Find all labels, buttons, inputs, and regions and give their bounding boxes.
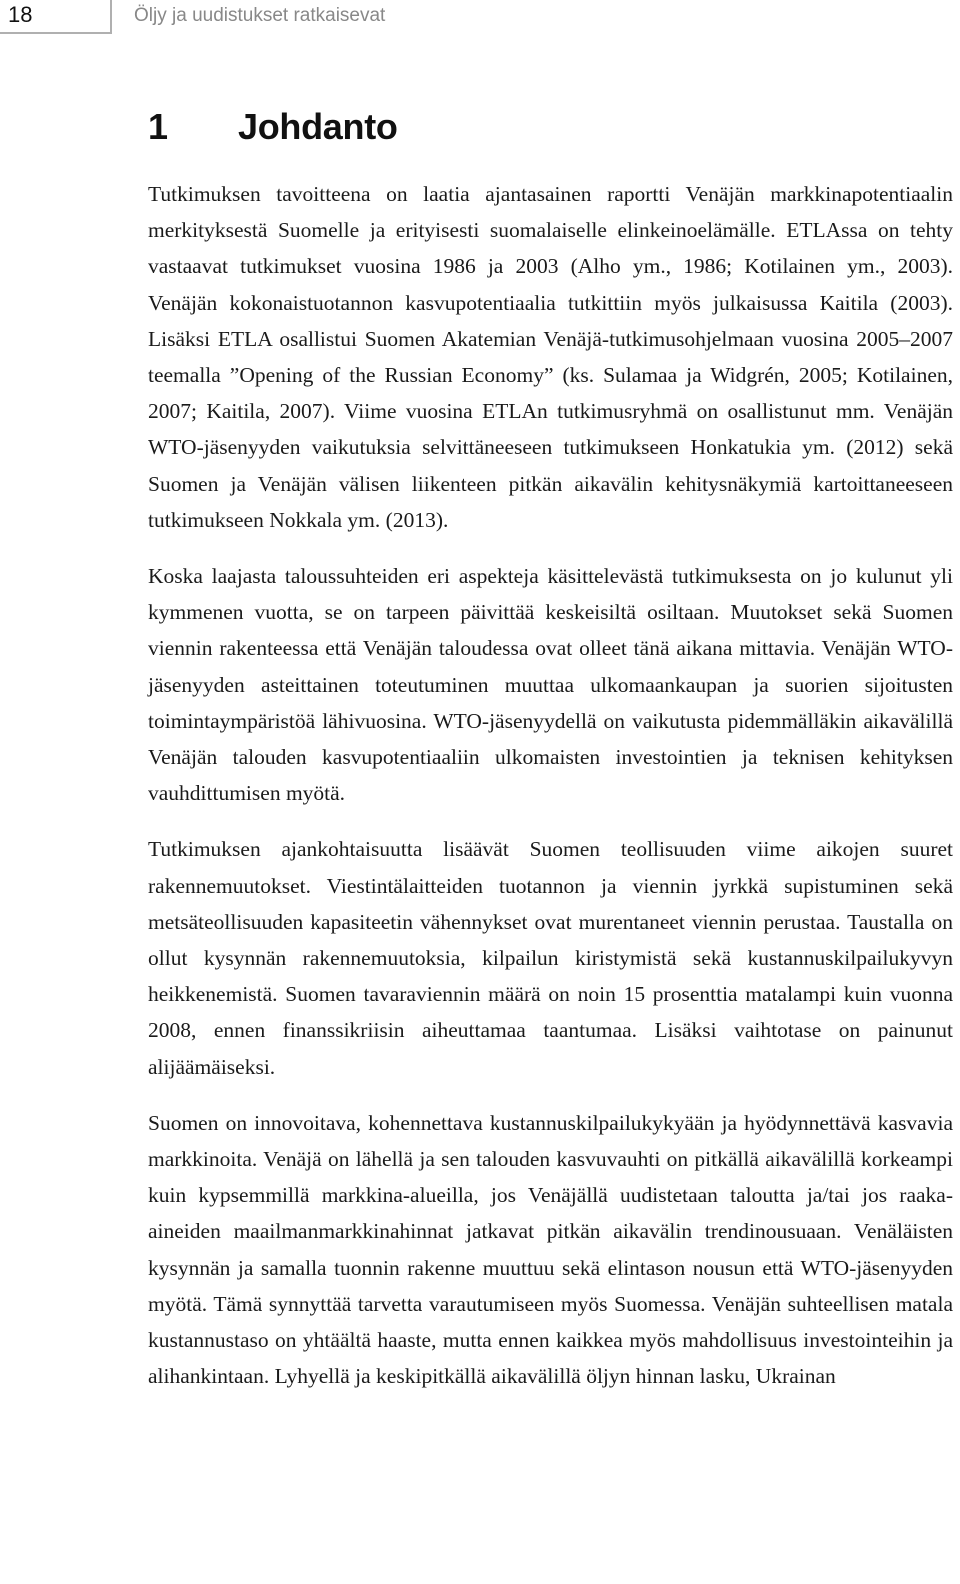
paragraph-1: Tutkimuksen tavoitteena on laatia ajantasainen raportti Venäjän markkinapotentiaalin merkityksestä Suomelle ja erityisesti suomalaiselle elinkeinoelämälle. ETLAssa on tehty vastaavat tutkimukset vuosina 1986 ja 2003 (Alho ym., 1986; Kotilainen ym., 2003). Venäjän kokonaistuotannon kasvupotentiaalia tutkittiin myös julkaisussa Kaitila (2003). Lisäksi ETLA osallistui Suomen Akatemian Venäjä-tutkimusohjelmaan vuosina 2005–2007 teemalla ”Opening of the Russian Economy” (ks. Sulamaa ja Widgrén, 2005; Kotilainen, 2007; Kaitila, 2007). Viime vuosina ETLAn tutkimusryhmä on osallistunut mm. Venäjän WTO-jäsenyyden vaikutuksia selvittäneeseen tutkimukseen Honkatukia ym. (2012) sekä Suomen ja Venäjän välisen liikenteen pitkän aikavälin kehitysnäkymiä kartoittaneeseen tutkimukseen Nokkala ym. (2013).: [148, 182, 953, 532]
paragraph-3: Tutkimuksen ajankohtaisuutta lisäävät Suomen teollisuuden viime aikojen suuret rakennemuutokset. Viestintälaitteiden tuotannon ja viennin jyrkkä supistuminen sekä metsäteollisuuden kapasiteetin vähennykset ovat murentaneet viennin perustaa. Taustalla on ollut kysynnän rakennemuutoksia, kilpailun kiristymistä sekä kustannuskilpailukyvyn heikkenemistä. Suomen tavaraviennin määrä on noin 15 prosenttia matalampi kuin vuonna 2008, ennen finanssikriisin aiheuttamaa taantumaa. Lisäksi vaihtotase on painunut alijäämäiseksi.: [148, 837, 953, 1079]
chapter-number: 1: [148, 106, 168, 147]
paragraph-2: Koska laajasta taloussuhteiden eri aspekteja käsittelevästä tutkimuksesta on jo kulunut yli kymmenen vuotta, se on tarpeen päivittää keskeisiltä osiltaan. Muutokset sekä Suomen viennin rakenteessa että Venäjän taloudessa ovat olleet tänä aikana mittavia. Venäjän WTO-jäsenyyden asteittainen toteutuminen muuttaa ulkomaankaupan ja suorien sijoitusten toimintaympäristöä lähivuosina. WTO-jäsenyydellä on vaikutusta pidemmälläkin aikavälillä Venäjän talouden kasvupotentiaaliin ulkomaisten investointien ja teknisen kehityksen vauhdittumisen myötä.: [148, 564, 953, 806]
chapter-heading: [148, 104, 953, 150]
main-content: [148, 104, 953, 1415]
chapter-title: Johdanto: [238, 106, 398, 147]
paragraph-4: Suomen on innovoitava, kohennettava kustannuskilpailukykyään ja hyödynnettävä kasvavia markkinoita. Venäjä on lähellä ja sen talouden kasvuvauhti on pitkällä aikavälillä korkeampi kuin kypsemmillä markkina-alueilla, jos Venäjällä uudistetaan taloutta ja/tai jos raaka-aineiden maailmanmarkkinahinnat jatkavat pitkän aikavälin trendinousuaan. Venäläisten kysynnän ja samalla tuonnin rakenne muuttuu sekä elintason nousun että WTO-jäsenyyden myötä. Tämä synnyttää tarvetta varautumiseen myös Suomessa. Venäjän suhteellisen matala kustannustaso on yhtäältä haaste, mutta ennen kaikkea myös mahdollisuus investointeihin ja alihankintaan. Lyhyellä ja keskipitkällä aikavälillä öljyn hinnan lasku, Ukrainan: [148, 1110, 953, 1389]
page-header: [0, 0, 960, 34]
page-number: 18: [0, 0, 112, 34]
running-title: Öljy ja uudistukset ratkaisevat: [134, 5, 386, 26]
